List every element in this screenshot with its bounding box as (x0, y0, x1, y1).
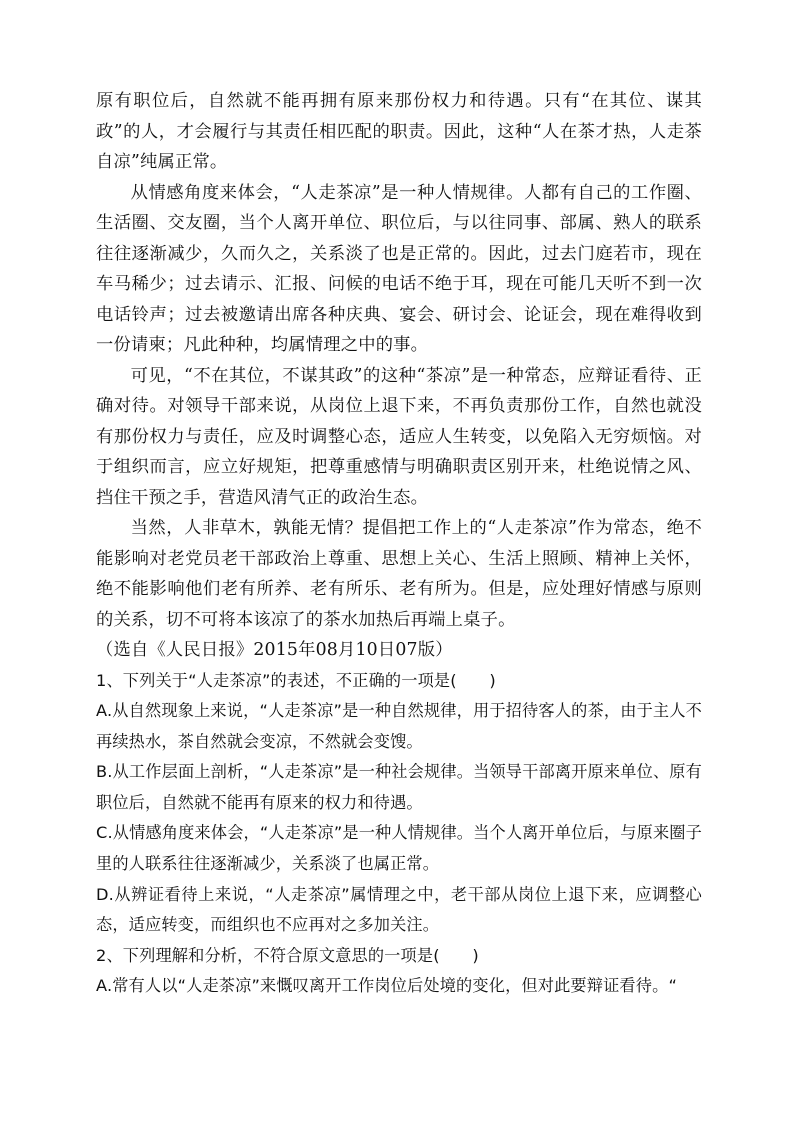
question-1-option-d: D.从辨证看待上来说，“人走茶凉”属情理之中，老干部从岗位上退下来，应调整心态，适应转变，而组织也不应再对之多加关注。 (96, 884, 702, 935)
reading-passage (96, 86, 702, 666)
question-1-option-a: A.从自然现象上来说，“人走茶凉”是一种自然规律，用于招待客人的茶，由于主人不再续热水，茶自然就会变凉，不然就会变馊。 (96, 701, 702, 751)
question-1-option-b: B.从工作层面上剖析，“人走茶凉”是一种社会规律。当领导干部离开原来单位、原有职位后，自然就不能再有原来的权力和待遇。 (96, 762, 702, 812)
question-2-option-a: A.常有人以“人走茶凉”来慨叹离开工作岗位后处境的变化，但对此要辩证看待。“ (96, 976, 677, 996)
question-2-stem: 2、下列理解和分析，不符合原文意思的一项是( ) (96, 945, 479, 965)
passage-paragraph-2: 从情感角度来体会，“人走茶凉”是一种人情规律。人都有自己的工作圈、生活圈、交友圈，当个人离开单位、职位后，与以往同事、部属、熟人的联系往往逐渐减少，久而久之，关系淡了也是正常的。因此，过去门庭若市，现在车马稀少；过去请示、汇报、问候的电话不绝于耳，现在可能几天听不到一次电话铃声；过去被邀请出席各种庆典、宴会、研讨会、论证会，现在难得收到一份请柬；凡此种种，均属情理之中的事。 (96, 182, 702, 355)
passage-paragraph-4: 当然，人非草木，孰能无情？提倡把工作上的“人走茶凉”作为常态，绝不能影响对老党员老干部政治上尊重、思想上关心、生活上照顾、精神上关怀，绝不能影响他们老有所养、老有所乐、老有所为。但是，应处理好情感与原则的关系，切不可将本该凉了的茶水加热后再端上桌子。 (96, 518, 702, 630)
passage-paragraph-1: 原有职位后，自然就不能再拥有原来那份权力和待遇。只有“在其位、谋其政”的人，才会履行与其责任相匹配的职责。因此，这种“人在茶才热，人走茶自凉”纯属正常。 (96, 91, 702, 172)
source-citation: （选自《人民日报》2015年08月10日07版） (96, 640, 453, 660)
question-1-option-c: C.从情感角度来体会，“人走茶凉”是一种人情规律。当个人离开单位后，与原来圈子里的人联系往往逐渐减少，关系淡了也属正常。 (96, 823, 702, 874)
question-2 (96, 941, 702, 1002)
question-1-stem: 1、下列关于“人走茶凉”的表述，不正确的一项是( ) (96, 670, 496, 690)
passage-paragraph-3: 可见，“不在其位，不谋其政”的这种“茶凉”是一种常态，应辩证看待、正确对待。对领导干部来说，从岗位上退下来，不再负责那份工作，自然也就没有那份权力与责任，应及时调整心态，适应人生转变，以免陷入无穷烦恼。对于组织而言，应立好规矩，把尊重感情与明确职责区别开来，杜绝说情之风、挡住干预之手，营造风清气正的政治生态。 (96, 365, 702, 508)
question-1 (96, 666, 702, 941)
document-page (96, 86, 702, 1002)
